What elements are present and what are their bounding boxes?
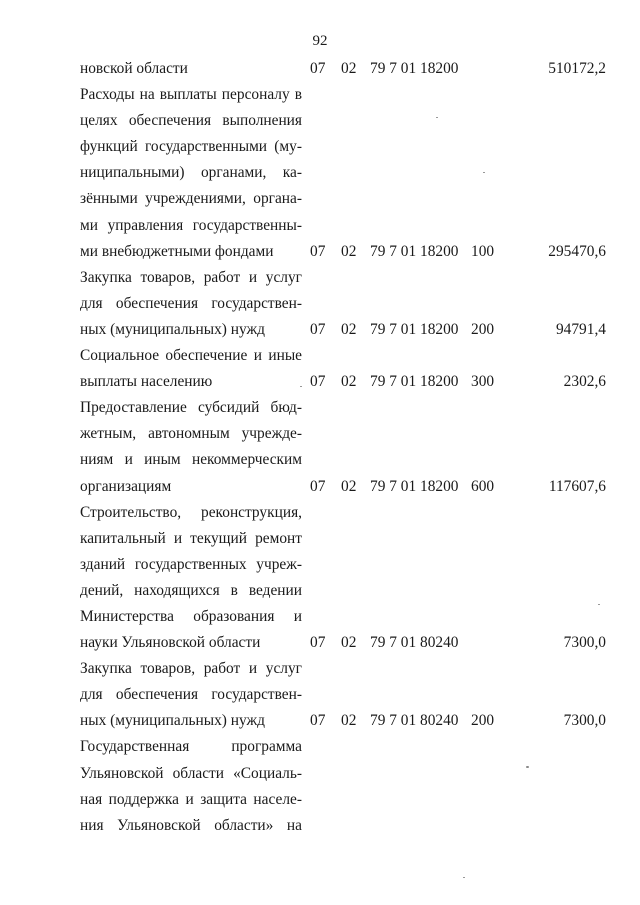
row-amount: 7300,0	[563, 634, 606, 652]
budget-row	[0, 265, 640, 343]
row-amount: 295470,6	[548, 242, 606, 260]
budget-row-line	[0, 395, 640, 421]
budget-row-line	[0, 552, 640, 578]
budget-table	[0, 56, 640, 839]
row-code: 07	[310, 242, 326, 260]
budget-row-line	[0, 526, 640, 552]
budget-row-line	[0, 474, 640, 500]
row-description: жетным, автономным учрежде-	[80, 425, 302, 443]
budget-row-line	[0, 500, 640, 526]
row-description: Предоставление субсидий бюд-	[80, 399, 302, 417]
row-description: науки Ульяновской области	[80, 634, 261, 652]
budget-row-line	[0, 213, 640, 239]
budget-row-line	[0, 239, 640, 265]
row-code: 07	[310, 712, 326, 730]
row-code: 07	[310, 477, 326, 495]
budget-row-line	[0, 447, 640, 473]
row-description: ми внебюджетными фондами	[80, 242, 274, 260]
budget-row-line	[0, 734, 640, 760]
budget-row	[0, 734, 640, 838]
scan-speck	[300, 386, 302, 387]
budget-row-line	[0, 656, 640, 682]
row-description: функций государственными (му-	[80, 138, 302, 156]
row-description: зёнными учреждениями, органа-	[80, 190, 302, 208]
row-amount: 94791,4	[555, 320, 606, 338]
row-description: для обеспечения государствен-	[80, 686, 302, 704]
row-amount: 510172,2	[548, 60, 606, 77]
row-program: 79 7 01 18200	[370, 320, 459, 338]
page-number: 92	[312, 33, 328, 49]
budget-row-line	[0, 421, 640, 447]
row-description: ниям и иным некоммерческим	[80, 451, 302, 469]
row-expense-type: 300	[471, 373, 495, 391]
row-section: 02	[341, 712, 357, 730]
row-program: 79 7 01 18200	[370, 477, 459, 495]
budget-row-line	[0, 82, 640, 108]
row-description: ных (муниципальных) нужд	[80, 320, 265, 338]
row-code: 07	[310, 634, 326, 652]
row-description: целях обеспечения выполнения	[80, 112, 302, 130]
budget-row	[0, 395, 640, 499]
row-description: ных (муниципальных) нужд	[80, 712, 265, 730]
row-code: 07	[310, 373, 326, 391]
row-program: 79 7 01 18200	[370, 373, 459, 391]
budget-row-line	[0, 604, 640, 630]
row-description: Закупка товаров, работ и услуг	[80, 268, 302, 286]
row-code: 07	[310, 320, 326, 338]
budget-row-line	[0, 265, 640, 291]
row-section: 02	[341, 320, 357, 338]
budget-row-line	[0, 813, 640, 839]
row-section: 02	[341, 634, 357, 652]
row-description: дений, находящихся в ведении	[80, 581, 302, 599]
row-description: организациям	[80, 477, 172, 495]
row-amount: 117607,6	[548, 477, 606, 495]
row-code: 07	[310, 60, 326, 77]
budget-row-line	[0, 761, 640, 787]
scan-speck	[436, 117, 438, 118]
row-description: Расходы на выплаты персоналу в	[80, 86, 302, 104]
budget-row-line	[0, 630, 640, 656]
row-amount: 7300,0	[563, 712, 606, 730]
row-description: новской области	[80, 60, 188, 77]
row-description: выплаты населению	[80, 373, 213, 391]
scan-speck	[483, 172, 485, 173]
scan-speck	[526, 766, 529, 768]
budget-row-line	[0, 682, 640, 708]
row-description: ния Ульяновской области» на	[80, 816, 302, 834]
row-description: ниципальными) органами, ка-	[80, 164, 302, 182]
row-section: 02	[341, 242, 357, 260]
row-section: 02	[341, 60, 357, 77]
budget-row-line	[0, 708, 640, 734]
scan-speck	[598, 604, 600, 605]
budget-row-line	[0, 317, 640, 343]
row-description: Ульяновской области «Социаль-	[80, 764, 302, 782]
row-description: Закупка товаров, работ и услуг	[80, 660, 302, 678]
row-description: Строительство, реконструкция,	[80, 503, 302, 521]
budget-row-line	[0, 343, 640, 369]
scan-noise-top	[0, 8, 640, 10]
row-expense-type: 600	[471, 477, 495, 495]
budget-row	[0, 343, 640, 395]
budget-row-line	[0, 291, 640, 317]
row-program: 79 7 01 80240	[370, 634, 459, 652]
row-description: ми управления государственны-	[80, 216, 302, 234]
budget-row	[0, 56, 640, 82]
row-description: зданий государственных учреж-	[80, 555, 302, 573]
row-expense-type: 200	[471, 712, 495, 730]
budget-row	[0, 82, 640, 265]
budget-row-line	[0, 108, 640, 134]
budget-row	[0, 500, 640, 657]
row-expense-type: 200	[471, 320, 495, 338]
row-description: Социальное обеспечение и иные	[80, 347, 302, 365]
row-amount: 2302,6	[563, 373, 606, 391]
row-program: 79 7 01 80240	[370, 712, 459, 730]
row-expense-type: 100	[471, 242, 495, 260]
budget-row-line	[0, 578, 640, 604]
budget-row	[0, 656, 640, 734]
row-description: Министерства образования и	[80, 607, 302, 625]
row-section: 02	[341, 373, 357, 391]
row-description: для обеспечения государствен-	[80, 294, 302, 312]
row-description: Государственная программа	[80, 738, 302, 756]
row-program: 79 7 01 18200	[370, 242, 459, 260]
budget-row-line	[0, 134, 640, 160]
row-description: ная поддержка и защита населе-	[80, 790, 302, 808]
scan-speck	[463, 877, 465, 878]
row-section: 02	[341, 477, 357, 495]
budget-row-line	[0, 787, 640, 813]
budget-row-line	[0, 369, 640, 395]
row-description: капитальный и текущий ремонт	[80, 529, 302, 547]
budget-row-line	[0, 160, 640, 186]
budget-row-line	[0, 56, 640, 82]
budget-row-line	[0, 186, 640, 212]
row-program: 79 7 01 18200	[370, 60, 459, 77]
